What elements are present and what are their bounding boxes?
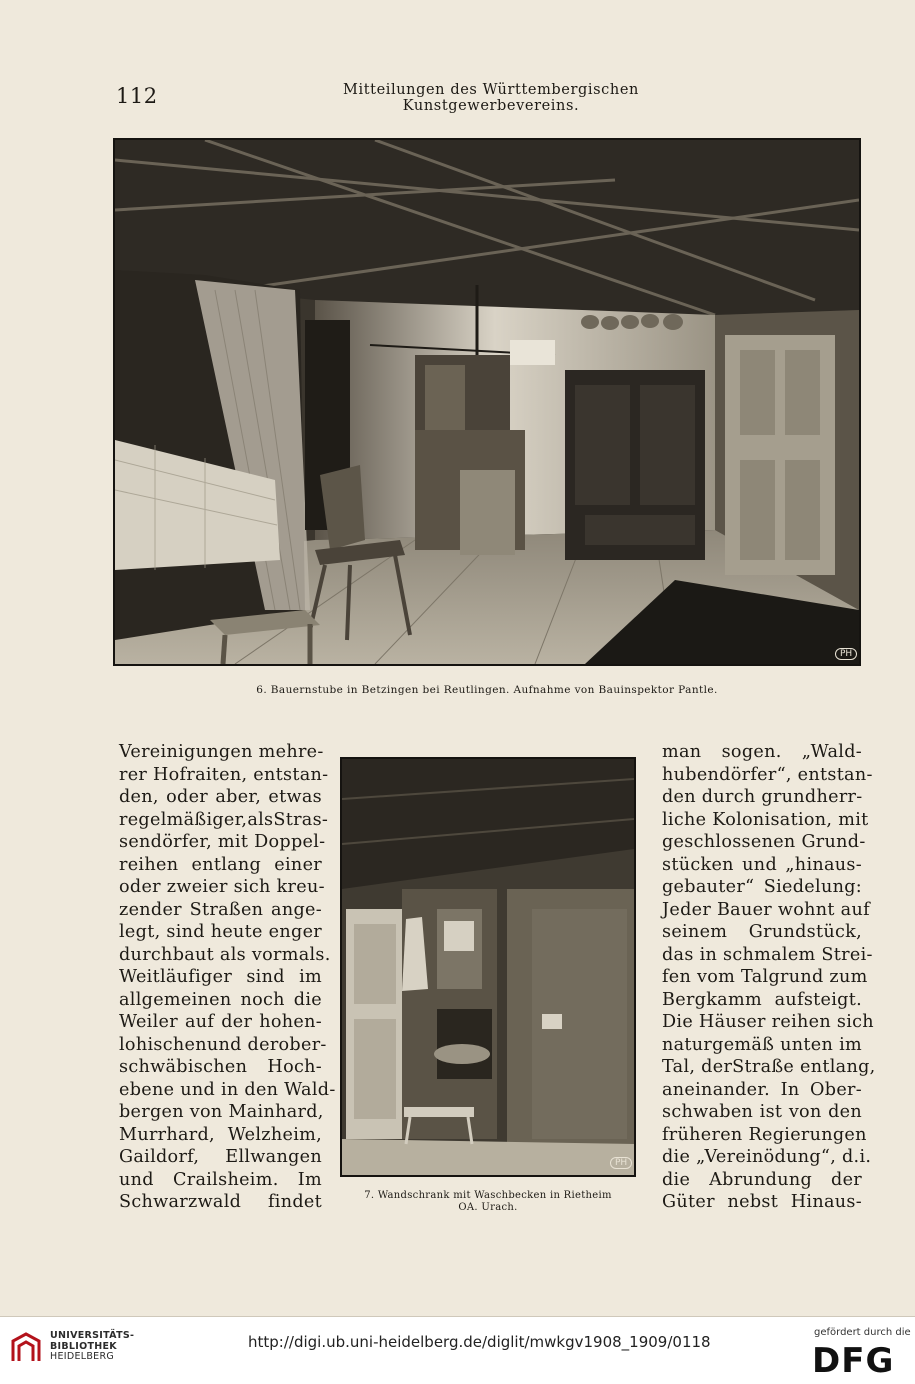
photo-bauernstube [113, 138, 861, 666]
text-line: schwaben ist von den [662, 1102, 862, 1122]
text-line: das in schmalem Strei- [662, 944, 873, 965]
text-line: Güter nebst Hinaus- [662, 1192, 862, 1212]
text-line: ebene und in den Wald- [119, 1079, 336, 1100]
text-line: Weiler auf der hohen- [119, 1012, 322, 1032]
text-line: sendörfer, mit Doppel- [119, 832, 326, 852]
text-line: Murrhard, Welzheim, [119, 1124, 322, 1145]
text-line: Jeder Bauer wohnt auf [662, 899, 870, 920]
text-line: bergen von Mainhard, [119, 1102, 324, 1122]
caption-line: OA. Urach. [458, 1202, 518, 1213]
text-line: Vereinigungen mehre- [119, 742, 324, 762]
text-line: Weitläufiger sind im [119, 967, 322, 987]
text-line: zender Straßen ange- [119, 899, 322, 920]
text-line: Tal, derStraße entlang, [662, 1057, 876, 1077]
photographer-monogram: PH [610, 1157, 632, 1169]
text-line: stücken und „hinaus- [662, 854, 862, 875]
text-line: Die Häuser reihen sich [662, 1012, 874, 1032]
page-number: 112 [116, 84, 158, 108]
text-line: früheren Regierungen [662, 1124, 867, 1145]
library-name-line: HEIDELBERG [50, 1351, 115, 1362]
library-name [50, 1331, 134, 1363]
text-line: regelmäßiger,alsStras- [119, 809, 329, 830]
text-line: rer Hofraiten, entstan- [119, 764, 329, 785]
permalink-url[interactable]: http://digi.ub.uni-heidelberg.de/diglit/mwkgv1908_1909/0118 [248, 1333, 711, 1351]
text-line: lohischenund derober- [119, 1034, 327, 1055]
text-line: den, oder aber, etwas [119, 787, 322, 807]
text-line: die „Vereinödung“, d.i. [662, 1147, 872, 1167]
figure-caption-main: 6. Bauernstube in Betzingen bei Reutlingen. Aufnahme von Bauinspektor Pantle. [256, 684, 718, 696]
text-line: hubendörfer“, entstan- [662, 764, 873, 785]
text-line: legt, sind heute enger [119, 922, 322, 942]
text-line: Gaildorf, Ellwangen [119, 1147, 322, 1167]
text-column-left [119, 741, 336, 1214]
figure-caption-small [340, 1190, 636, 1214]
text-line: Bergkamm aufsteigt. [662, 989, 862, 1010]
running-title: Mitteilungen des Württembergischen Kunstgewerbevereins. [343, 82, 639, 114]
text-line: schwäbischen Hoch- [119, 1057, 322, 1077]
text-line: oder zweier sich kreu- [119, 877, 325, 897]
photo-wandschrank [340, 757, 636, 1177]
library-name-line: UNIVERSITÄTS- [50, 1330, 135, 1341]
library-name-line: BIBLIOTHEK [50, 1340, 117, 1352]
text-line: reihen entlang einer [119, 854, 322, 875]
text-line: seinem Grundstück, [662, 922, 862, 942]
text-line: die Abrundung der [662, 1169, 862, 1190]
funder-label: gefördert durch die [814, 1327, 911, 1338]
photographer-monogram: PH [835, 648, 857, 660]
text-line: liche Kolonisation, mit [662, 809, 869, 830]
text-column-right [662, 741, 876, 1214]
text-line: naturgemäß unten im [662, 1034, 862, 1055]
text-line: allgemeinen noch die [119, 989, 322, 1010]
text-line: Schwarzwald findet [119, 1192, 322, 1212]
caption-line: 7. Wandschrank mit Waschbecken in Rietheim [364, 1190, 612, 1201]
text-line: geschlossenen Grund- [662, 832, 866, 852]
digitization-footer [0, 1316, 915, 1384]
university-library-logo [9, 1331, 43, 1365]
dfg-logo: DFG [812, 1341, 895, 1381]
text-line: durchbaut als vormals. [119, 944, 331, 965]
text-line: und Crailsheim. Im [119, 1169, 322, 1190]
text-line: fen vom Talgrund zum [662, 967, 868, 987]
text-line: gebauter“ Siedelung: [662, 877, 862, 897]
text-line: den durch grundherr- [662, 787, 863, 807]
text-line: aneinander. In Ober- [662, 1079, 862, 1100]
text-line: man sogen. „Wald- [662, 742, 862, 762]
